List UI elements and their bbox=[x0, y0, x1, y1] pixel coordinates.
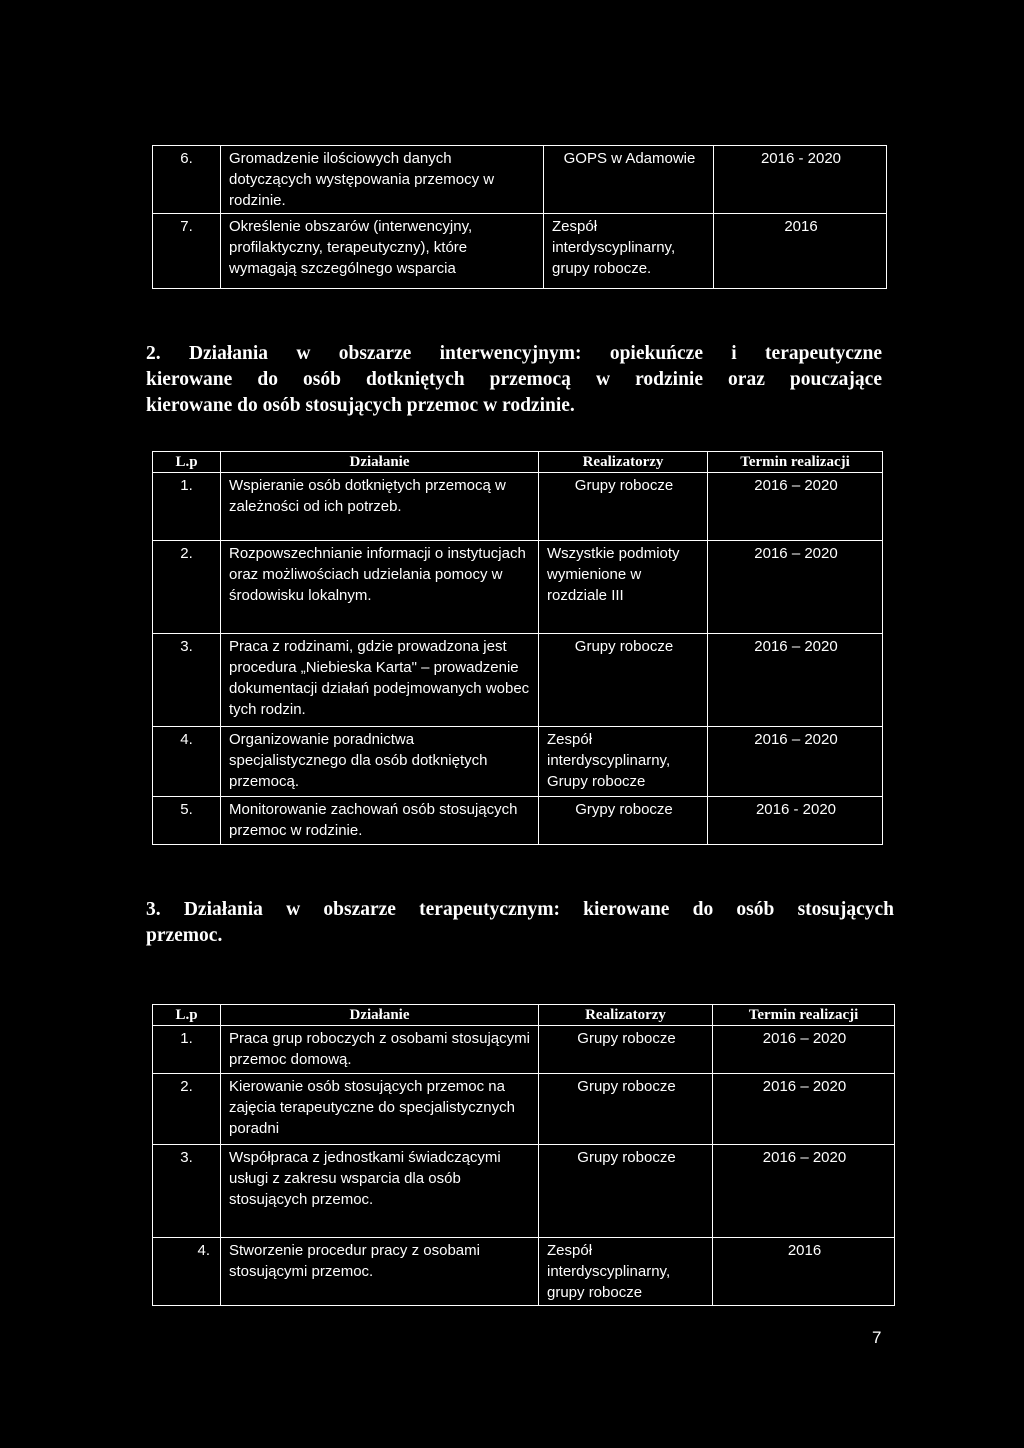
table-row bbox=[153, 1026, 895, 1074]
row-action: Praca grup roboczych z osobami stosującymi przemoc domową. bbox=[221, 1026, 539, 1074]
row-term: 2016 – 2020 bbox=[708, 634, 883, 727]
section-2-table bbox=[152, 451, 883, 845]
section-2-heading-line-3: kierowane do osób stosujących przemoc w rodzinie. bbox=[146, 395, 575, 416]
header-executors: Realizatorzy bbox=[539, 1005, 713, 1026]
section-3-heading bbox=[146, 897, 894, 949]
row-term: 2016 – 2020 bbox=[708, 473, 883, 541]
header-lp: L.p bbox=[153, 452, 221, 473]
row-action: Współpraca z jednostkami świadczącymi usługi z zakresu wsparcia dla osób stosujących przemoc. bbox=[221, 1145, 539, 1238]
header-action: Działanie bbox=[221, 1005, 539, 1026]
row-number: 3. bbox=[153, 1145, 221, 1238]
header-term: Termin realizacji bbox=[713, 1005, 895, 1026]
row-executors: Zespół interdyscyplinarny, grupy robocze. bbox=[544, 214, 714, 289]
row-executors: Grupy robocze bbox=[539, 1026, 713, 1074]
section-2-heading-line-1: 2. Działania w obszarze interwencyjnym: opiekuńcze i terapeutyczne bbox=[146, 343, 882, 364]
row-action: Rozpowszechnianie informacji o instytucjach oraz możliwościach udzielania pomocy w środowisku lokalnym. bbox=[221, 541, 539, 634]
row-term: 2016 bbox=[713, 1238, 895, 1306]
row-executors: Grupy robocze bbox=[539, 634, 708, 727]
row-number: 2. bbox=[153, 541, 221, 634]
table-row bbox=[153, 1145, 895, 1238]
row-action: Wspieranie osób dotkniętych przemocą w zależności od ich potrzeb. bbox=[221, 473, 539, 541]
row-number: 3. bbox=[153, 634, 221, 727]
row-term: 2016 – 2020 bbox=[713, 1074, 895, 1145]
row-executors: GOPS w Adamowie bbox=[544, 146, 714, 214]
row-action: Stworzenie procedur pracy z osobami stosującymi przemoc. bbox=[221, 1238, 539, 1306]
section-2-heading-line-2: kierowane do osób dotkniętych przemocą w rodzinie oraz pouczające bbox=[146, 369, 882, 390]
page-number: 7 bbox=[872, 1328, 882, 1347]
row-executors: Wszystkie podmioty wymienione w rozdziale III bbox=[539, 541, 708, 634]
row-action: Gromadzenie ilościowych danych dotyczących występowania przemocy w rodzinie. bbox=[221, 146, 544, 214]
header-lp: L.p bbox=[153, 1005, 221, 1026]
row-action: Kierowanie osób stosujących przemoc na zajęcia terapeutyczne do specjalistycznych poradni bbox=[221, 1074, 539, 1145]
row-term: 2016 bbox=[714, 214, 887, 289]
header-executors: Realizatorzy bbox=[539, 452, 708, 473]
row-action: Monitorowanie zachowań osób stosujących przemoc w rodzinie. bbox=[221, 797, 539, 845]
row-action: Organizowanie poradnictwa specjalistycznego dla osób dotkniętych przemocą. bbox=[221, 727, 539, 797]
table-row bbox=[153, 634, 883, 727]
row-term: 2016 – 2020 bbox=[713, 1145, 895, 1238]
row-executors: Grupy robocze bbox=[539, 1074, 713, 1145]
row-term: 2016 – 2020 bbox=[708, 541, 883, 634]
row-number: 4. bbox=[153, 1238, 221, 1306]
section-3-table bbox=[152, 1004, 895, 1306]
row-term: 2016 – 2020 bbox=[713, 1026, 895, 1074]
row-executors: Zespół interdyscyplinarny, grupy robocze bbox=[539, 1238, 713, 1306]
table-header-row bbox=[153, 1005, 895, 1026]
row-term: 2016 - 2020 bbox=[714, 146, 887, 214]
table-row bbox=[153, 541, 883, 634]
table-row bbox=[153, 1238, 895, 1306]
row-number: 5. bbox=[153, 797, 221, 845]
row-term: 2016 - 2020 bbox=[708, 797, 883, 845]
section-2-heading bbox=[146, 341, 882, 419]
table-row bbox=[153, 214, 887, 289]
row-number: 4. bbox=[153, 727, 221, 797]
row-number: 7. bbox=[153, 214, 221, 289]
row-executors: Grypy robocze bbox=[539, 797, 708, 845]
section-3-heading-line-1: 3. Działania w obszarze terapeutycznym: kierowane do osób stosujących bbox=[146, 899, 894, 920]
table-row bbox=[153, 146, 887, 214]
table-header-row bbox=[153, 452, 883, 473]
table-row bbox=[153, 727, 883, 797]
table-row bbox=[153, 473, 883, 541]
table-row bbox=[153, 1074, 895, 1145]
row-executors: Grupy robocze bbox=[539, 473, 708, 541]
row-number: 1. bbox=[153, 473, 221, 541]
header-action: Działanie bbox=[221, 452, 539, 473]
row-number: 1. bbox=[153, 1026, 221, 1074]
row-executors: Grupy robocze bbox=[539, 1145, 713, 1238]
table-continuation bbox=[152, 145, 887, 289]
row-action: Praca z rodzinami, gdzie prowadzona jest procedura „Niebieska Karta" – prowadzenie dokumentacji działań podejmowanych wobec tych rodzin. bbox=[221, 634, 539, 727]
table-row bbox=[153, 797, 883, 845]
header-term: Termin realizacji bbox=[708, 452, 883, 473]
row-executors: Zespół interdyscyplinarny, Grupy robocze bbox=[539, 727, 708, 797]
row-number: 2. bbox=[153, 1074, 221, 1145]
section-3-heading-line-2: przemoc. bbox=[146, 925, 223, 946]
row-term: 2016 – 2020 bbox=[708, 727, 883, 797]
row-number: 6. bbox=[153, 146, 221, 214]
row-action: Określenie obszarów (interwencyjny, profilaktyczny, terapeutyczny), które wymagają szczególnego wsparcia bbox=[221, 214, 544, 289]
